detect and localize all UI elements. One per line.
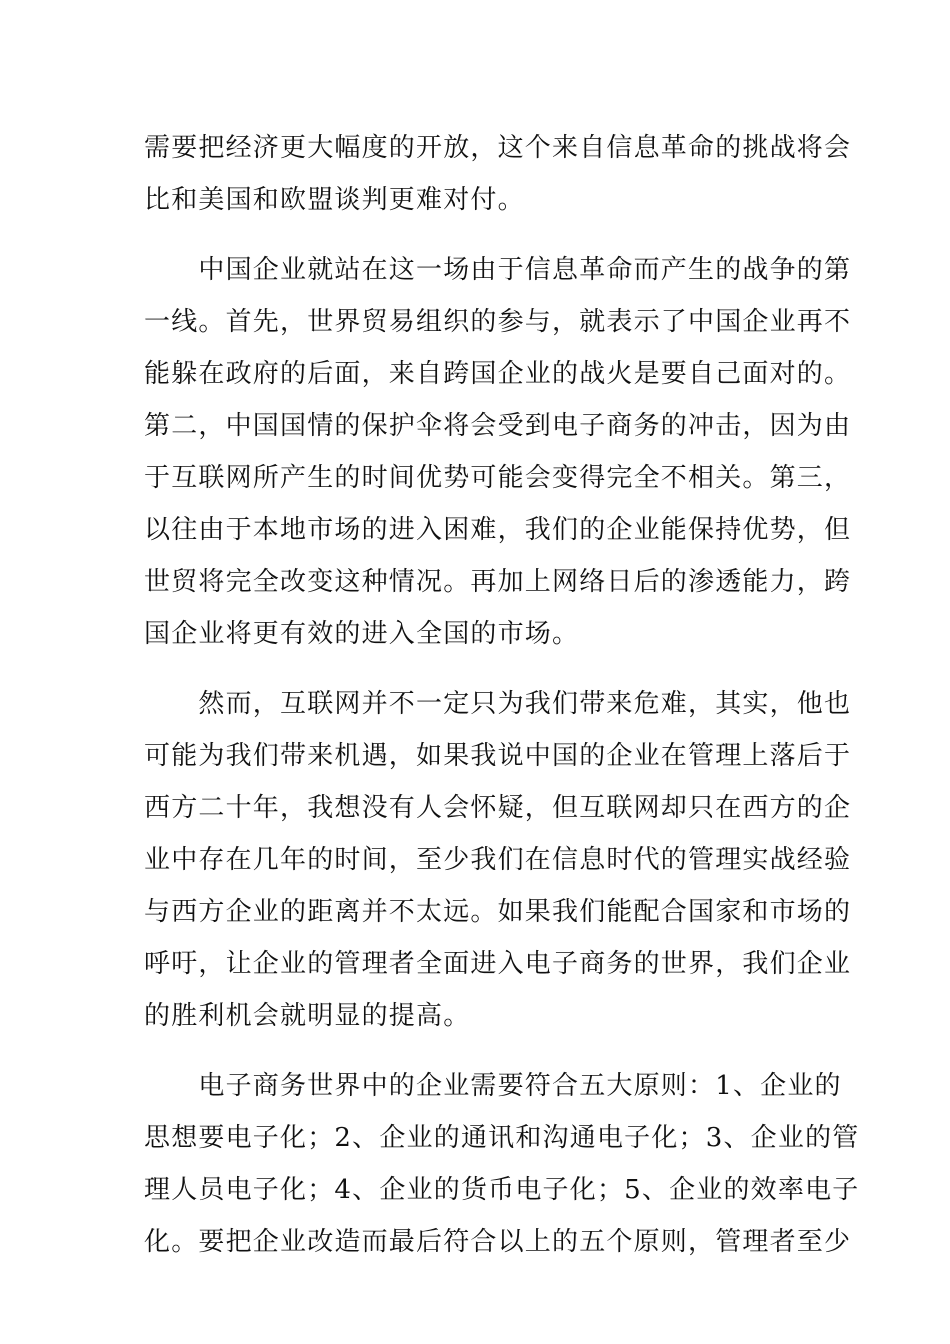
text-line: 呼吁，让企业的管理者全面进入电子商务的世界，我们企业 (144, 949, 852, 979)
paragraph-3 (144, 678, 852, 1042)
paragraph-2 (144, 244, 852, 660)
text-line: 化。要把企业改造而最后符合以上的五个原则，管理者至少 (144, 1227, 852, 1257)
text-line: 中国企业就站在这一场由于信息革命而产生的战争的第 (144, 255, 852, 285)
text-line: 的胜利机会就明显的提高。 (144, 1001, 471, 1031)
text-line: 比和美国和欧盟谈判更难对付。 (144, 185, 525, 215)
text-line: 可能为我们带来机遇，如果我说中国的企业在管理上落后于 (144, 741, 852, 771)
text-line: 于互联网所产生的时间优势可能会变得完全不相关。第三， (144, 463, 852, 493)
text-line: 思想要电子化；2、企业的通讯和沟通电子化；3、企业的管 (144, 1123, 860, 1153)
text-line: 需要把经济更大幅度的开放，这个来自信息革命的挑战将会 (144, 133, 852, 163)
text-line: 世贸将完全改变这种情况。再加上网络日后的渗透能力，跨 (144, 567, 852, 597)
text-line: 然而，互联网并不一定只为我们带来危难，其实，他也 (144, 689, 852, 719)
text-line: 电子商务世界中的企业需要符合五大原则：1、企业的 (144, 1071, 842, 1101)
text-line: 以往由于本地市场的进入困难，我们的企业能保持优势，但 (144, 515, 852, 545)
text-line: 与西方企业的距离并不太远。如果我们能配合国家和市场的 (144, 897, 852, 927)
text-line: 第二，中国国情的保护伞将会受到电子商务的冲击，因为由 (144, 411, 852, 441)
text-line: 理人员电子化；4、企业的货币电子化；5、企业的效率电子 (144, 1175, 860, 1205)
text-line: 能躲在政府的后面，来自跨国企业的战火是要自己面对的。 (144, 359, 852, 389)
text-line: 西方二十年，我想没有人会怀疑，但互联网却只在西方的企 (144, 793, 852, 823)
text-line: 业中存在几年的时间，至少我们在信息时代的管理实战经验 (144, 845, 852, 875)
paragraph-1 (144, 122, 852, 226)
body-text (144, 122, 860, 1286)
text-line: 一线。首先，世界贸易组织的参与，就表示了中国企业再不 (144, 307, 852, 337)
text-line: 国企业将更有效的进入全国的市场。 (144, 619, 580, 649)
paragraph-4 (144, 1060, 860, 1268)
